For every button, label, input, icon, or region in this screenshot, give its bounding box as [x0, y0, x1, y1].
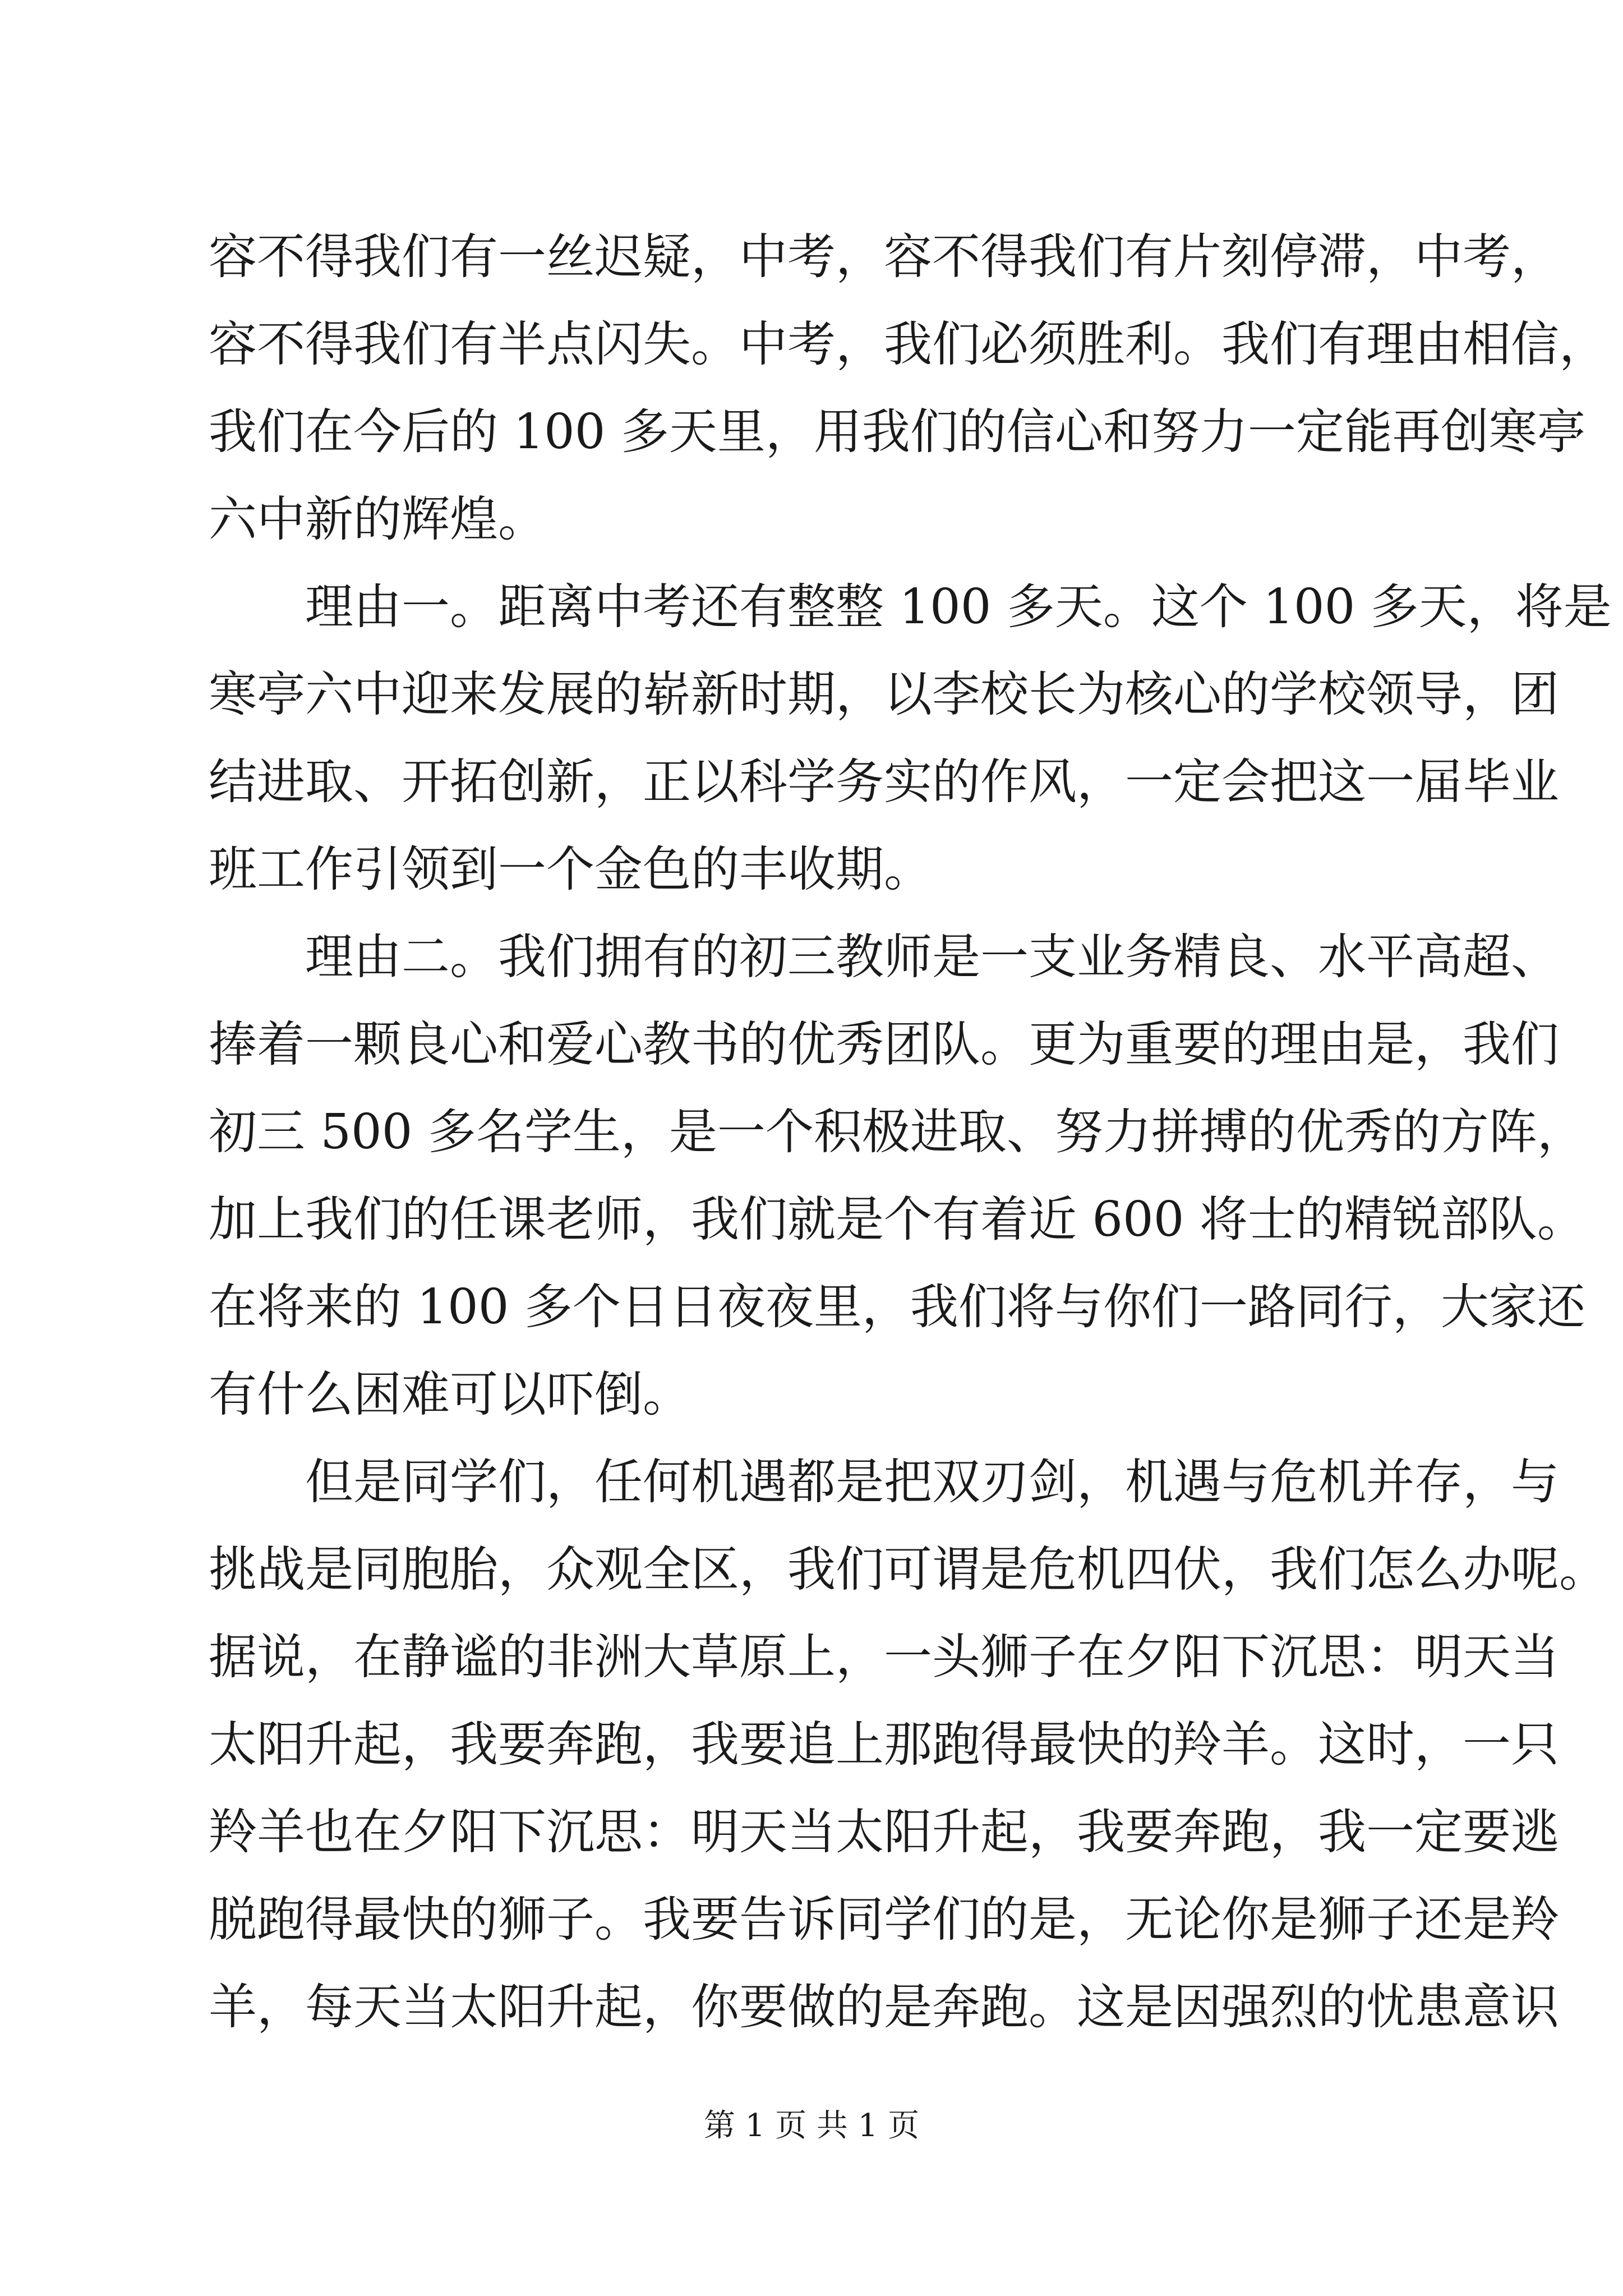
text-line: 容不得我们有半点闪失。中考，我们必须胜利。我们有理由相信， [209, 316, 1607, 372]
paragraph-2 [209, 563, 1612, 913]
text-line: 我们在今后的 100 多天里，用我们的信心和努力一定能再创寒亭 [209, 404, 1585, 460]
text-line: 初三 500 多名学生，是一个积极进取、努力拼搏的优秀的方阵， [209, 1104, 1585, 1160]
text-line: 羚羊也在夕阳下沉思：明天当太阳升起，我要奔跑，我一定要逃 [209, 1804, 1559, 1860]
text-line: 班工作引领到一个金色的丰收期。 [209, 841, 932, 898]
text-line: 脱跑得最快的狮子。我要告诉同学们的是，无论你是狮子还是羚 [209, 1892, 1559, 1948]
text-line: 在将来的 100 多个日日夜夜里，我们将与你们一路同行，大家还 [209, 1279, 1585, 1335]
text-line: 羊，每天当太阳升起，你要做的是奔跑。这是因强烈的忧患意识 [209, 1979, 1559, 2035]
text-line: 挑战是同胞胎，众观全区，我们可谓是危机四伏，我们怎么办呢。 [209, 1542, 1607, 1598]
text-line: 六中新的辉煌。 [209, 491, 546, 547]
document-body [209, 213, 1612, 2051]
text-line: 理由一。距离中考还有整整 100 多天。这个 100 多天，将是 [305, 579, 1612, 635]
text-line: 加上我们的任课老师，我们就是个有着近 600 将士的精锐部队。 [209, 1191, 1585, 1248]
text-line: 结进取、开拓创新，正以科学务实的作风，一定会把这一届毕业 [209, 754, 1559, 810]
text-line: 有什么困难可以吓倒。 [209, 1366, 691, 1423]
paragraph-4 [209, 1438, 1607, 2051]
text-line: 捧着一颗良心和爱心教书的优秀团队。更为重要的理由是，我们 [209, 1016, 1559, 1073]
text-line: 太阳升起，我要奔跑，我要追上那跑得最快的羚羊。这时，一只 [209, 1717, 1559, 1773]
paragraph-3 [209, 913, 1585, 1438]
text-line: 但是同学们，任何机遇都是把双刃剑，机遇与危机并存，与 [305, 1454, 1559, 1510]
page-footer: 第 1 页 共 1 页 [703, 2108, 920, 2144]
text-line: 理由二。我们拥有的初三教师是一支业务精良、水平高超、 [305, 929, 1559, 985]
text-line: 寒亭六中迎来发展的崭新时期，以李校长为核心的学校领导，团 [209, 666, 1559, 723]
text-line: 据说，在静谧的非洲大草原上，一头狮子在夕阳下沉思：明天当 [209, 1629, 1559, 1685]
paragraph-1 [209, 213, 1607, 563]
text-line: 容不得我们有一丝迟疑，中考，容不得我们有片刻停滞，中考， [209, 229, 1559, 285]
